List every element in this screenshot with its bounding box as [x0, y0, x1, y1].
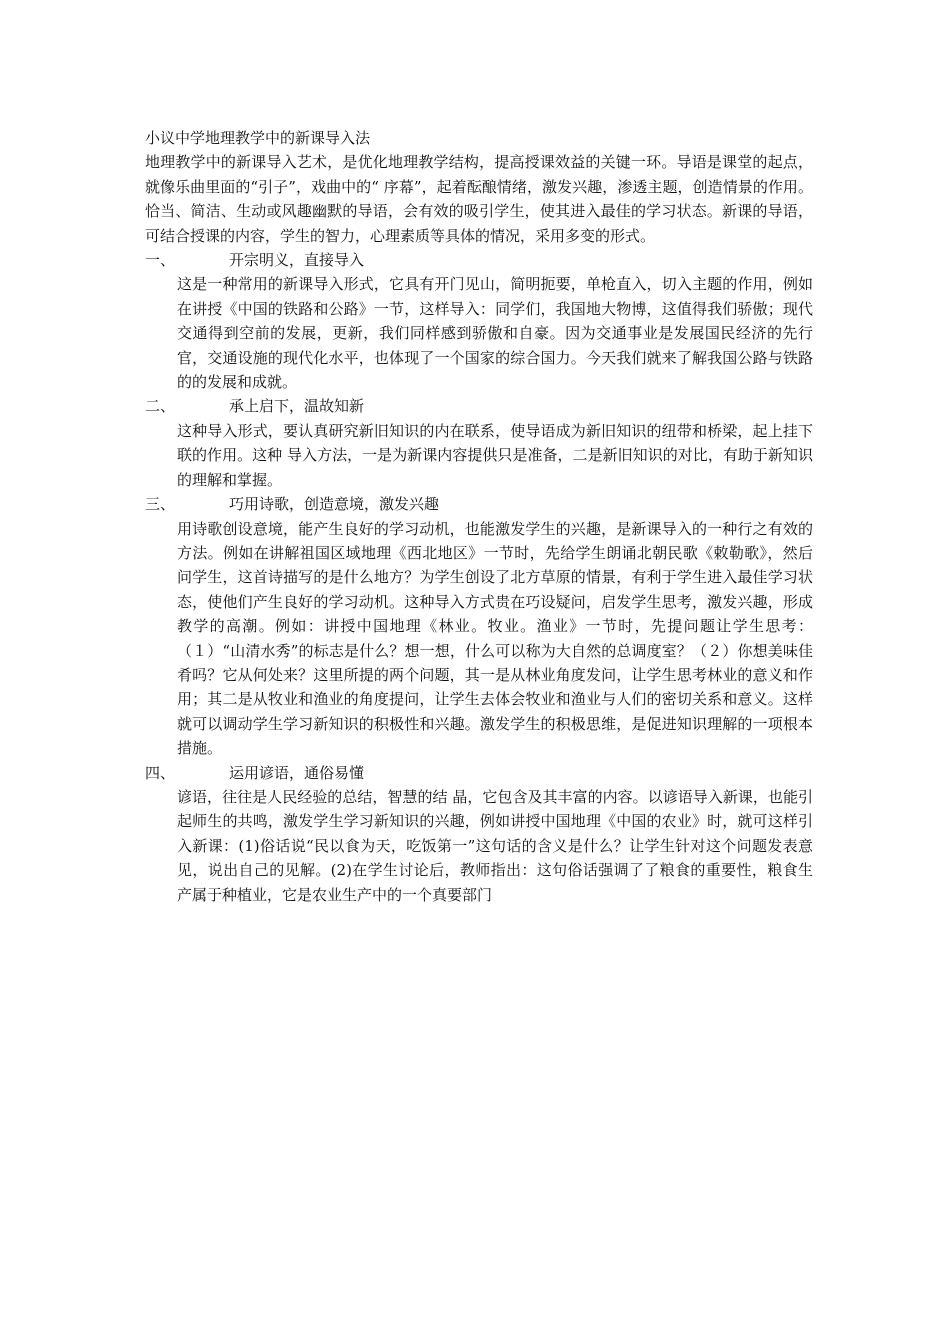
section-title-3: 巧用诗歌，创造意境，激发兴趣	[229, 495, 440, 514]
section-heading-2	[145, 394, 813, 418]
section-1	[145, 248, 813, 394]
section-body-1: 这是一种常用的新课导入形式，它具有开门见山，简明扼要，单枪直入，切入主题的作用，例如在讲授《中国的铁路和公路》一节，这样导入：同学们，我国地大物博，这值得我们骄傲；现代交通得到空前的发展，更新，我们同样感到骄傲和自豪。因为交通事业是发展国民经济的先行官，交通设施的现代化水平，也体现了一个国家的综合国力。今天我们就来了解我国公路与铁路的的发展和成就。	[177, 275, 813, 392]
section-number-1: 一、	[145, 251, 176, 270]
section-heading-4	[145, 761, 813, 785]
section-number-3: 三、	[145, 495, 176, 514]
section-heading-1	[145, 248, 813, 272]
section-number-2: 二、	[145, 397, 176, 416]
section-body-4: 谚语，往往是人民经验的总结，智慧的结 晶，它包含及其丰富的内容。以谚语导入新课，也能引起师生的共鸣，激发学生学习新知识的兴趣，例如讲授中国地理《中国的农业》时，就可这样引入新课：(1)俗话说“民以食为天，吃饭第一”这句话的含义是什么？让学生针对这个问题发表意见，说出自己的见解。(2)在学生讨论后，教师指出：这句俗话强调了了粮食的重要性，粮食生产属于种植业，它是农业生产中的一个真要部门	[177, 787, 813, 904]
section-body-3: 用诗歌创设意境，能产生良好的学习动机，也能激发学生的兴趣，是新课导入的一种行之有效的方法。例如在讲解祖国区域地理《西北地区》一节时，先给学生朗诵北朝民歌《敕勒歌》，然后问学生，这首诗描写的是什么地方？为学生创设了北方草原的情景，有利于学生进入最佳学习状态，使他们产生良好的学习动机。这种导入方式贵在巧设疑问，启发学生思考，激发兴趣，形成教学的高潮。例如：讲授中国地理《林业。牧业。渔业》一节时，先提问题让学生思考：（１）“山清水秀”的标志是什么？想一想，什么可以称为大自然的总调度室？（２）你想美味佳肴吗？它从何处来？这里所提的两个问题，其一是从林业角度发问，让学生思考林业的意义和作用；其二是从牧业和渔业的角度提问，让学生去体会牧业和渔业与人们的密切关系和意义。这样就可以调动学生学习新知识的积极性和兴趣。激发学生的积极思维，是促进知识理解的一项根本措施。	[177, 519, 813, 758]
section-3	[145, 492, 813, 760]
document-content	[145, 126, 813, 907]
section-title-2: 承上启下，温故知新	[229, 397, 365, 416]
document-title: 小议中学地理教学中的新课导入法	[145, 129, 371, 147]
intro-paragraph: 地理教学中的新课导入艺术，是优化地理教学结构，提高授课效益的关键一环。导语是课堂的起点，就像乐曲里面的“引子”，戏曲中的“ 序幕”，起着酝酿情绪，激发兴趣，渗透主题，创造情景的作用。恰当、简洁、生动或风趣幽默的导语，会有效的吸引学生，使其进入最佳的学习状态。新课的导语，可结合授课的内容，学生的智力，心理素质等具体的情况，采用多变的形式。	[145, 153, 813, 245]
section-number-4: 四、	[145, 763, 176, 782]
section-title-1: 开宗明义，直接导入	[229, 251, 365, 270]
section-body-2: 这种导入形式，要认真研究新旧知识的内在联系，使导语成为新旧知识的纽带和桥梁，起上挂下联的作用。这种 导入方法，一是为新课内容提供只是准备，二是新旧知识的对比，有助于新知识的理解和掌握。	[177, 421, 813, 489]
section-4	[145, 761, 813, 907]
section-title-4: 运用谚语，通俗易懂	[229, 763, 365, 782]
section-heading-3	[145, 492, 813, 516]
section-2	[145, 394, 813, 492]
